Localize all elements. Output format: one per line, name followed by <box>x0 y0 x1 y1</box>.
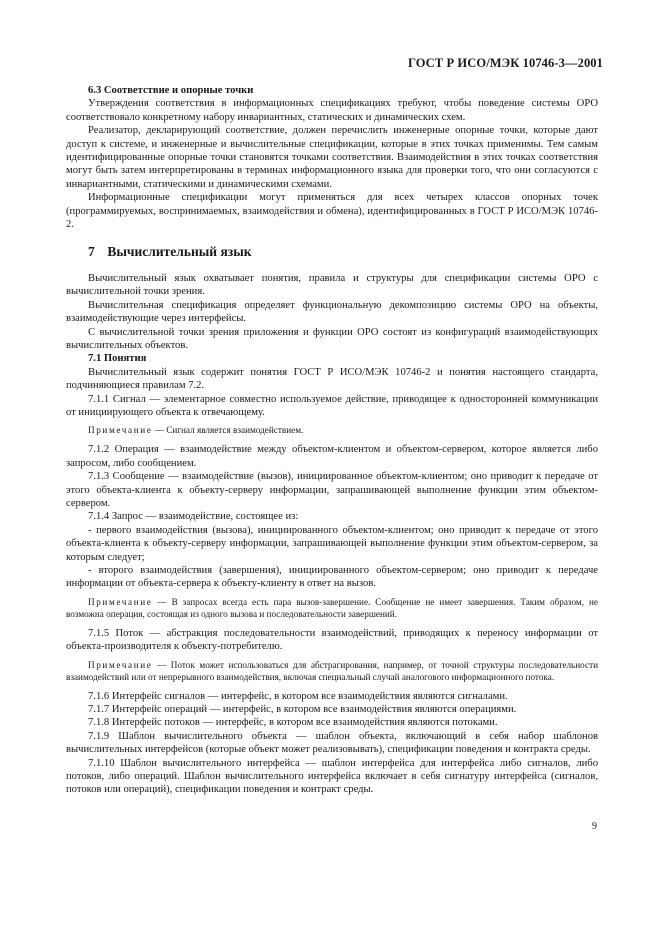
section-7-heading <box>88 245 598 258</box>
definition-7-1-8: 7.1.8 Интерфейс потоков — интерфейс, в котором все взаимодействия являются потоками. <box>88 717 498 729</box>
definition-7-1-1: 7.1.1 Сигнал — элементарное совместно используемое действие, приводящее к односторонней коммуникации от инициирующего объекта к отвечающему. <box>66 393 598 418</box>
paragraph: Вычислительная спецификация определяет функциональную декомпозицию системы ОРО на объекты, взаимодействующие через интерфейсы. <box>66 299 598 325</box>
section-7-1-heading: 7.1 Понятия <box>88 353 147 365</box>
list-item: - второго взаимодействия (завершения), инициированного объектом-сервером; оно приводит к передаче информации от объекта-сервера к объекту-клиенту в ответ на вызов. <box>66 565 598 590</box>
document-header: ГОСТ Р ИСО/МЭК 10746-3—2001 <box>407 56 603 70</box>
paragraph: Информационные спецификации могут применяться для всех четырех классов опорных точек (программируемых, воспринимаемых, взаимодействия и обмена), идентифицированных в ГОСТ Р ИСО/МЭК 10746-2. <box>66 192 598 231</box>
section-7-title: Вычислительный язык <box>107 244 252 260</box>
note <box>66 424 598 436</box>
paragraph: Вычислительный язык охватывает понятия, правила и структуры для спецификации системы ОРО с вычислительной точки зрения. <box>66 272 598 298</box>
definition-7-1-4: 7.1.4 Запрос — взаимодействие, состоящее из: <box>88 511 299 523</box>
definition-7-1-6: 7.1.6 Интерфейс сигналов — интерфейс, в котором все взаимодействия являются сигналами. <box>88 690 508 702</box>
definition-7-1-7: 7.1.7 Интерфейс операций — интерфейс, в котором все взаимодействия являются операциями. <box>88 704 517 716</box>
paragraph: Утверждения соответствия в информационных спецификациях требуют, чтобы поведение системы ОРО соответствовало конкретному набору инвариантных, статических и динамических схем. <box>66 98 598 123</box>
definition-7-1-3: 7.1.3 Сообщение — взаимодействие (вызов), инициированное объектом-клиентом; оно приводит к передаче от этого объекта-клиента к объекту-серверу информации, запрашивающей выполнение функции этим объектом-сервером. <box>66 471 598 509</box>
note-text: — Поток может использоваться для абстрагирования, например, от точной структуры последовательности взаимодействий или от непрерывного взаимодействия, включая специальный случай аналогового информационного потока. <box>66 659 598 682</box>
section-6-3-heading: 6.3 Соответствие и опорные точки <box>88 85 254 96</box>
note <box>66 596 598 620</box>
note-text: — Сигнал является взаимодействием. <box>152 425 304 436</box>
document-body <box>66 84 598 797</box>
note <box>66 659 598 683</box>
paragraph: Реализатор, декларирующий соответствие, должен перечислить инженерные опорные точки, которые дают доступ к системе, и инженерные и вычислительные спецификации, которые в этих точках применимы. Тем самым идентифицированные опорные точки становятся точками соответствия. Взаимодействия в этих точках соответствия могут быть затем интерпретированы в терминах информационного языка для проверки того, что они согласуются с инвариантными, статическими и динамическими схемами. <box>66 125 598 190</box>
definition-7-1-2: 7.1.2 Операция — взаимодействие между объектом-клиентом и объектом-сервером, которое является либо запросом, либо сообщением. <box>66 444 598 469</box>
list-item: - первого взаимодействия (вызова), инициированного объектом-клиентом; оно приводит к передаче от этого объекта-клиента к объекту-серверу информации, запрашивающей выполнение функции этим объектом-сервером, за которым следует; <box>66 524 598 563</box>
paragraph: Вычислительный язык содержит понятия ГОСТ Р ИСО/МЭК 10746-2 и понятия настоящего стандарта, подчиняющиеся правилам 7.2. <box>66 366 598 392</box>
definition-7-1-9: 7.1.9 Шаблон вычислительного объекта — шаблон объекта, включающий в себя набор шаблонов вычислительных интерфейсов (которые объект может реализовывать), спецификации поведения и контракта среды. <box>66 730 598 756</box>
note-label: Примечание <box>88 659 153 670</box>
page-number: 9 <box>592 821 597 832</box>
definition-7-1-10: 7.1.10 Шаблон вычислительного интерфейса — шаблон интерфейса для интерфейса либо сигналов, либо потоков, либо операций. Шаблон вычислительного интерфейса включает в себя сигнатуру интерфейса (сигналов, потоков или операций), спецификации поведения и контракт среды. <box>66 757 598 796</box>
note-label: Примечание <box>88 425 153 436</box>
note-label: Примечание <box>88 596 153 607</box>
section-7-number: 7 <box>88 244 95 260</box>
note-text: — В запросах всегда есть пара вызов-завершение. Сообщение не имеет завершения. Таким образом, не возможна операция, состоящая из одного вызова и последовательности завершений. <box>66 596 598 619</box>
paragraph: С вычислительной точки зрения приложения и функции ОРО состоят из конфигураций взаимодействующих вычислительных объектов. <box>66 326 598 351</box>
definition-7-1-5: 7.1.5 Поток — абстракция последовательности взаимодействий, приводящих к переносу информации от объекта-производителя к объекту-потребителю. <box>66 627 598 653</box>
